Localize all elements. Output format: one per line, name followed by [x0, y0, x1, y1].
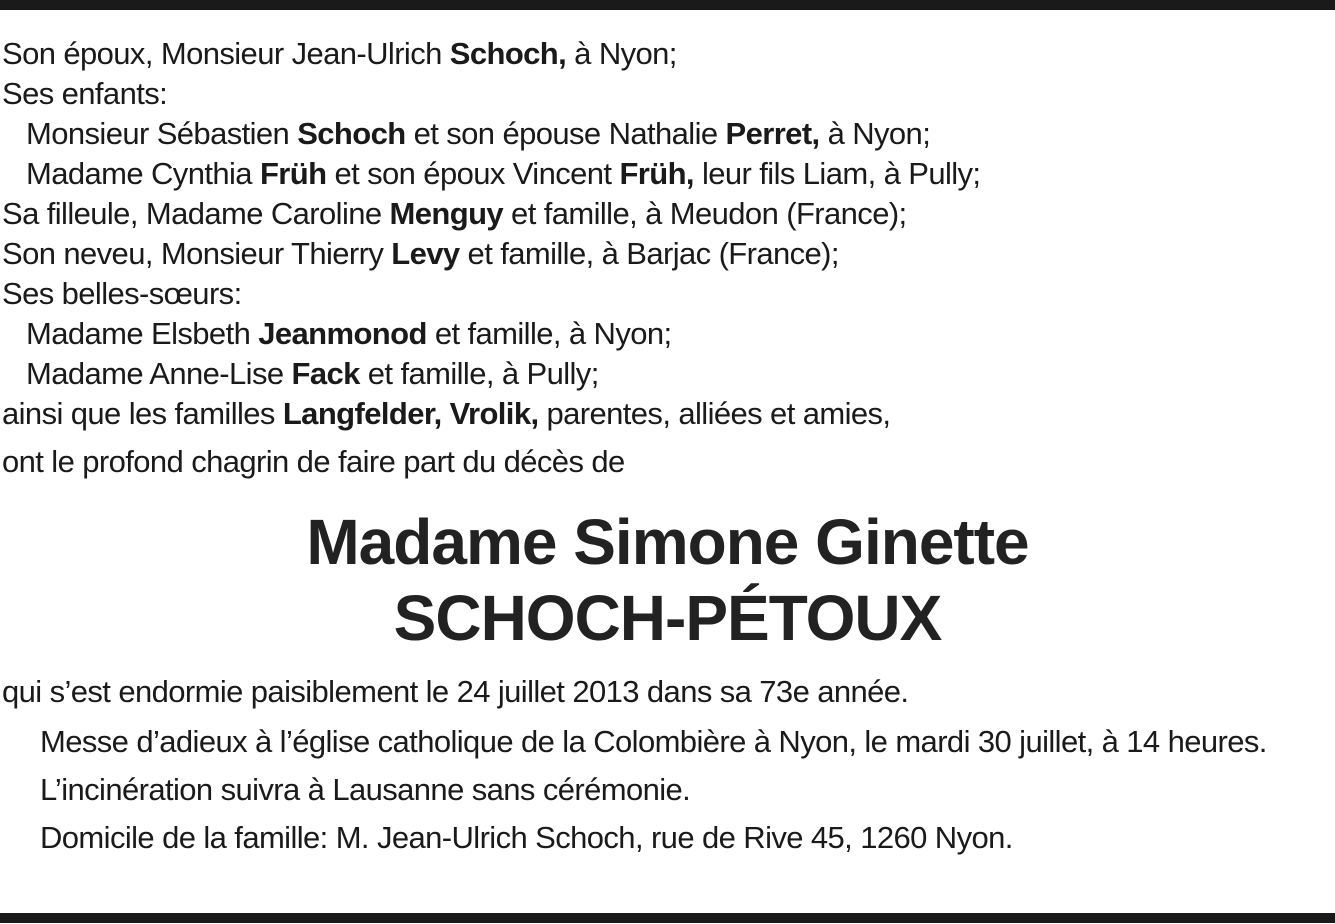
family-text: Sa filleule, Madame Caroline [2, 196, 390, 231]
announcement: ont le profond chagrin de faire part du décès de [2, 444, 625, 479]
deceased-name-line1: Madame Simone Ginette [306, 506, 1029, 578]
family-surname: Menguy [389, 196, 504, 231]
family-surname: Levy [391, 236, 460, 271]
family-list [2, 34, 1333, 434]
family-text: et famille, à Meudon (France); [503, 196, 907, 231]
family-surname: Perret, [725, 116, 820, 151]
mass-info: Messe d’adieux à l’église catholique de la Colombière à Nyon, le mardi 30 juillet, à 14 heures. [40, 724, 1267, 759]
family-domicile: Domicile de la famille: M. Jean-Ulrich Schoch, rue de Rive 45, 1260 Nyon. [40, 820, 1013, 855]
family-text: Ses belles-sœurs: [2, 276, 242, 311]
family-text: Madame Cynthia [26, 156, 260, 191]
family-line [2, 354, 1333, 394]
family-text: et famille, à Pully; [359, 356, 599, 391]
family-line [2, 114, 1333, 154]
death-notice: qui s’est endormie paisiblement le 24 juillet 2013 dans sa 73e année. [2, 674, 909, 709]
family-surname: Früh, [619, 156, 694, 191]
bottom-rule [0, 913, 1335, 923]
family-line [2, 234, 1333, 274]
family-text: à Nyon; [566, 36, 677, 71]
family-text: et son époux Vincent [326, 156, 620, 191]
family-text: Monsieur Sébastien [26, 116, 298, 151]
family-line [2, 394, 1333, 434]
family-text: Son neveu, Monsieur Thierry [2, 236, 392, 271]
family-line [2, 34, 1333, 74]
family-text: et famille, à Barjac (France); [459, 236, 839, 271]
family-text: parentes, alliées et amies, [538, 396, 891, 431]
family-surname: Langfelder, Vrolik, [282, 396, 539, 431]
family-line [2, 314, 1333, 354]
cremation-info: L’incinération suivra à Lausanne sans cérémonie. [40, 772, 691, 807]
family-text: et famille, à Nyon; [426, 316, 672, 351]
family-surname: Schoch [297, 116, 406, 151]
family-text: leur fils Liam, à Pully; [693, 156, 981, 191]
family-surname: Jeanmonod [258, 316, 427, 351]
family-text: Madame Anne-Lise [26, 356, 292, 391]
family-surname: Fack [291, 356, 360, 391]
deceased-name-line2: SCHOCH-PÉTOUX [393, 582, 942, 654]
top-rule [0, 0, 1335, 10]
family-surname: Früh [259, 156, 327, 191]
obituary-notice [2, 34, 1333, 858]
family-line [2, 74, 1333, 114]
family-text: Ses enfants: [2, 76, 168, 111]
family-text: Madame Elsbeth [26, 316, 259, 351]
family-line [2, 274, 1333, 314]
family-text: Son époux, Monsieur Jean-Ulrich [2, 36, 450, 71]
family-surname: Schoch, [449, 36, 567, 71]
family-line [2, 154, 1333, 194]
family-text: ainsi que les familles [2, 396, 283, 431]
deceased-name [2, 504, 1333, 656]
family-text: à Nyon; [819, 116, 931, 151]
family-line [2, 194, 1333, 234]
family-text: et son épouse Nathalie [405, 116, 726, 151]
